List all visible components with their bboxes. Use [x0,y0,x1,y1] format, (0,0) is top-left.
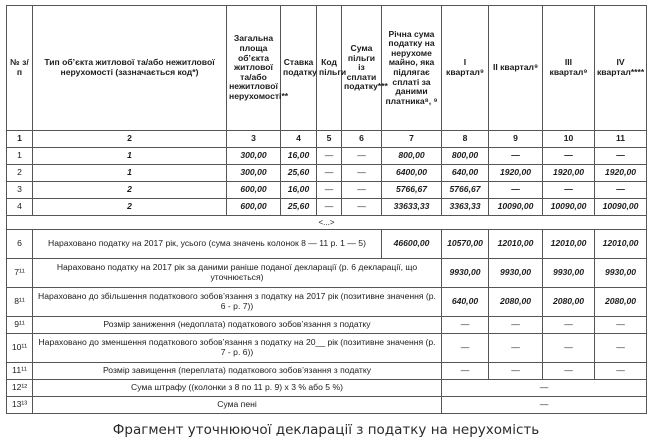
annual-sum-value: 6400,00 [382,165,442,182]
benefit-code-value: — [317,165,342,182]
rate-value: 25,60 [281,165,317,182]
table-row [7,165,647,182]
benefit-code-value: — [317,148,342,165]
q4-value: — [595,317,647,334]
table-row [7,199,647,216]
annual-sum-value: 46600,00 [382,230,442,259]
q1-value: — [442,363,489,380]
benefit-code-value: — [317,199,342,216]
q3-value: — [543,334,595,363]
table-row [7,182,647,199]
header-object-type: Тип об’єкта житлової та/або нежитлової нерухомості (зазначається код*) [33,6,227,131]
column-number: 8 [442,131,489,148]
header-rate: Ставка податку [281,6,317,131]
header-q4: IV квартал**** [595,6,647,131]
q4-value: 12010,00 [595,230,647,259]
q2-value: — [489,317,543,334]
summary-row [7,380,647,397]
row-number: 6 [7,230,33,259]
area-value: 300,00 [227,148,281,165]
q2-value: 1920,00 [489,165,543,182]
benefit-sum-value: — [342,148,382,165]
rate-value: 16,00 [281,182,317,199]
header-q3: III квартал⁹ [543,6,595,131]
object-type-code: 2 [33,182,227,199]
summary-row [7,334,647,363]
header-benefit-sum: Сума пільги із сплати податку*** [342,6,382,131]
summary-row [7,317,647,334]
q1-value: 9930,00 [442,259,489,288]
q3-value: — [543,148,595,165]
row-number: 1 [7,148,33,165]
q4-value: — [595,182,647,199]
q3-value: 10090,00 [543,199,595,216]
row-description: Сума штрафу ((колонки з 8 по 11 р. 9) х 3 % або 5 %) [33,380,442,397]
row-description: Сума пені [33,397,442,414]
row-number: 2 [7,165,33,182]
column-number: 6 [342,131,382,148]
q4-value: 1920,00 [595,165,647,182]
column-number: 3 [227,131,281,148]
benefit-sum-value: — [342,165,382,182]
q4-value: — [595,334,647,363]
q4-value: 10090,00 [595,199,647,216]
q2-value: — [489,182,543,199]
header-row [7,6,647,131]
row-number: 8¹¹ [7,288,33,317]
benefit-sum-value: — [342,199,382,216]
column-number: 9 [489,131,543,148]
annual-sum-value: 800,00 [382,148,442,165]
area-value: 300,00 [227,165,281,182]
q1-value: — [442,334,489,363]
benefit-code-value: — [317,182,342,199]
annual-sum-value: 33633,33 [382,199,442,216]
q3-value: — [543,182,595,199]
q2-value: — [489,334,543,363]
header-annual-sum: Річна сума податку на нерухоме майно, яка підлягає сплаті за даними платника⁸, ⁹ [382,6,442,131]
column-number-row [7,131,647,148]
q1-value: 10570,00 [442,230,489,259]
row-number: 7¹¹ [7,259,33,288]
q3-value: — [543,363,595,380]
q4-value: 9930,00 [595,259,647,288]
q2-value: — [489,363,543,380]
q2-value: 12010,00 [489,230,543,259]
q1-value: 5766,67 [442,182,489,199]
column-number: 1 [7,131,33,148]
ellipsis-mark: <...> [7,216,647,230]
q1-value: 3363,33 [442,199,489,216]
row-number: 10¹¹ [7,334,33,363]
area-value: 600,00 [227,182,281,199]
object-type-code: 2 [33,199,227,216]
summary-row [7,259,647,288]
row-number: 3 [7,182,33,199]
ellipsis-row [7,216,647,230]
merged-value: — [442,380,647,397]
area-value: 600,00 [227,199,281,216]
q4-value: — [595,363,647,380]
header-q1: I квартал⁹ [442,6,489,131]
figure-caption: Фрагмент уточнюючої декларації з податку на нерухомість [112,422,540,438]
summary-row [7,397,647,414]
column-number: 7 [382,131,442,148]
q1-value: — [442,317,489,334]
annual-sum-value: 5766,67 [382,182,442,199]
q1-value: 800,00 [442,148,489,165]
rate-value: 25,60 [281,199,317,216]
row-number: 12¹² [7,380,33,397]
table-row [7,148,647,165]
row-description: Нараховано до збільшення податкового зобов’язання з податку на 2017 рік (позитивне значення (р. 6 - р. 7)) [33,288,442,317]
q3-value: 2080,00 [543,288,595,317]
row-number: 9¹¹ [7,317,33,334]
q3-value: 1920,00 [543,165,595,182]
q2-value: 2080,00 [489,288,543,317]
column-number: 10 [543,131,595,148]
summary-row [7,288,647,317]
row-number: 4 [7,199,33,216]
row-description: Розмір заниження (недоплата) податкового зобов’язання з податку [33,317,442,334]
summary-row [7,363,647,380]
object-type-code: 1 [33,148,227,165]
column-number: 5 [317,131,342,148]
row-description: Розмір завищення (переплата) податкового зобов’язання з податку [33,363,442,380]
q3-value: 12010,00 [543,230,595,259]
rate-value: 16,00 [281,148,317,165]
benefit-sum-value: — [342,182,382,199]
header-benefit-code: Код пільги [317,6,342,131]
row-number: 13¹³ [7,397,33,414]
column-number: 4 [281,131,317,148]
q3-value: — [543,317,595,334]
row-description: Нараховано податку на 2017 рік за даними раніше поданої декларації (р. 6 декларації, що уточнюється) [33,259,442,288]
summary-row [7,230,647,259]
header-area: Загальна площа об’єкта житлової та/або нежитлової нерухомості** [227,6,281,131]
column-number: 11 [595,131,647,148]
object-type-code: 1 [33,165,227,182]
q2-value: 10090,00 [489,199,543,216]
q2-value: — [489,148,543,165]
q3-value: 9930,00 [543,259,595,288]
q1-value: 640,00 [442,165,489,182]
row-description: Нараховано податку на 2017 рік, усього (сума значень колонок 8 — 11 р. 1 — 5) [33,230,382,259]
q2-value: 9930,00 [489,259,543,288]
header-q2: II квартал⁹ [489,6,543,131]
q4-value: 2080,00 [595,288,647,317]
row-number: 11¹¹ [7,363,33,380]
column-number: 2 [33,131,227,148]
q1-value: 640,00 [442,288,489,317]
q4-value: — [595,148,647,165]
row-description: Нараховано до зменшення податкового зобов’язання з податку на 20__ рік (позитивне значення (р. 7 - р. 6)) [33,334,442,363]
header-number: № з/п [7,6,33,131]
merged-value: — [442,397,647,414]
declaration-table [6,5,647,414]
